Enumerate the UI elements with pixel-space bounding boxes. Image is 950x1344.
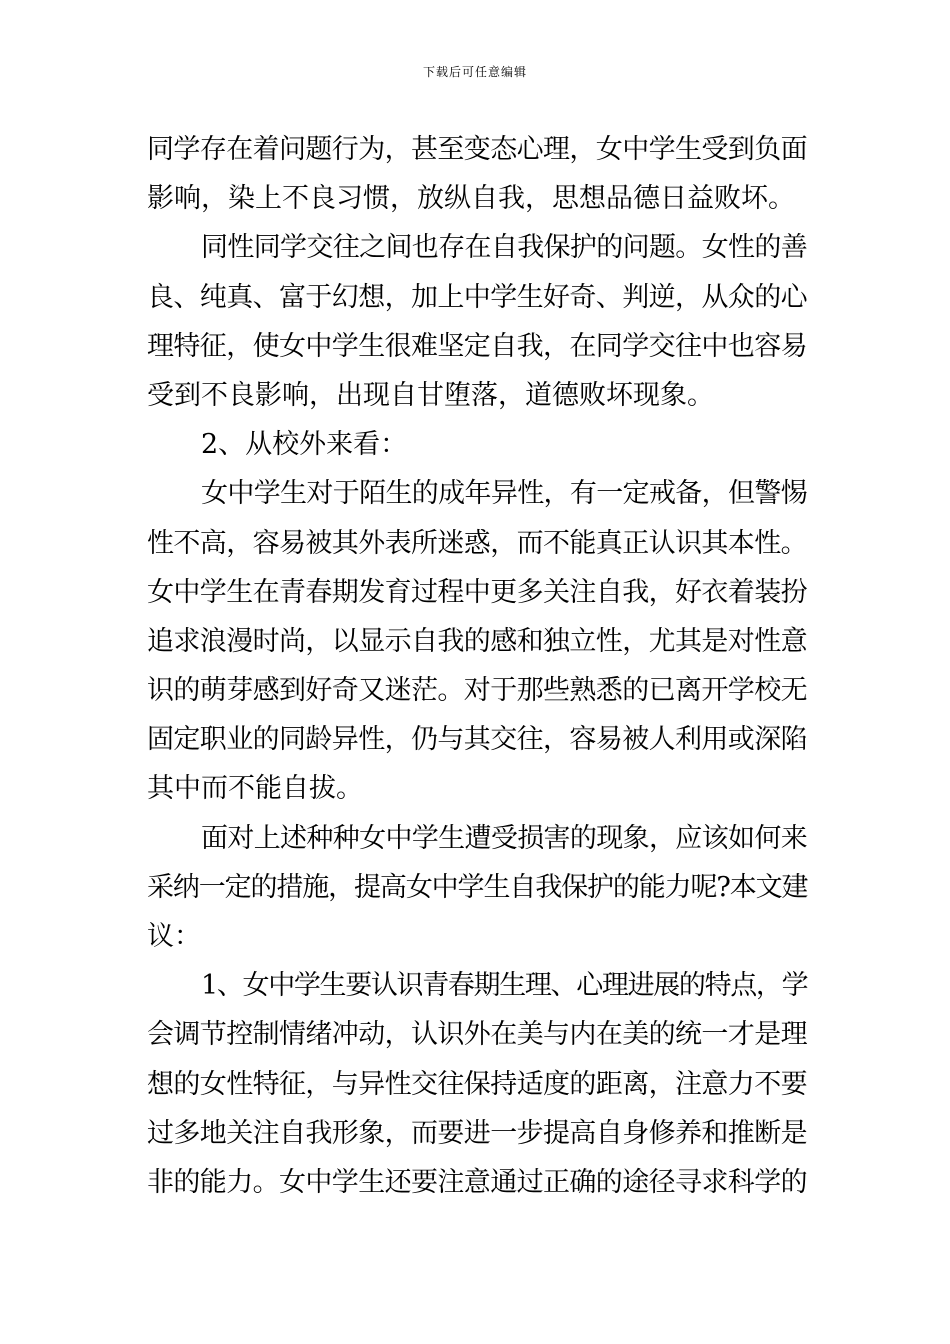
text-line: 识的萌芽感到好奇又迷茫。对于那些熟悉的已离开学校无 <box>147 675 807 707</box>
text-line: 议： <box>147 921 201 952</box>
text-line: 其中而不能自拔。 <box>147 773 363 805</box>
text-line: 面对上述种种女中学生遭受损害的现象，应该如何来 <box>201 822 808 854</box>
text-line: 采纳一定的措施，提高女中学生自我保护的能力呢?本文建 <box>147 871 808 903</box>
text-line: 同学存在着问题行为，甚至变态心理，女中学生受到负面 <box>147 134 807 165</box>
text-line: 良、纯真、富于幻想，加上中学生好奇、判逆，从众的心 <box>147 281 807 313</box>
text-line: 固定职业的同龄异性，仍与其交往，容易被人利用或深陷 <box>147 724 807 756</box>
text-line: 女中学生对于陌生的成年异性，有一定戒备，但警惕 <box>201 478 808 510</box>
text-line: 性不高，容易被其外表所迷惑，而不能真正认识其本性。 <box>147 527 807 559</box>
text-line: 理特征，使女中学生很难坚定自我，在同学交往中也容易 <box>147 330 807 362</box>
text-line: 非的能力。女中学生还要注意通过正确的途径寻求科学的 <box>147 1166 807 1198</box>
body-text <box>147 125 807 1207</box>
text-line: 同性同学交往之间也存在自我保护的问题。女性的善 <box>201 232 808 264</box>
text-line: 想的女性特征，与异性交往保持适度的距离，注意力不要 <box>147 1068 807 1100</box>
text-line: 1、女中学生要认识青春期生理、心理进展的特点，学 <box>201 970 808 1002</box>
text-line: 过多地关注自我形象，而要进一步提高自身修养和推断是 <box>147 1117 807 1149</box>
text-line: 女中学生在青春期发育过程中更多关注自我，好衣着装扮 <box>147 576 807 608</box>
page-header: 下载后可任意编辑 <box>422 65 527 79</box>
text-line: 2、从校外来看： <box>201 429 408 461</box>
text-line: 影响，染上不良习惯，放纵自我，思想品德日益败坏。 <box>147 183 795 215</box>
text-line: 追求浪漫时尚，以显示自我的感和独立性，尤其是对性意 <box>147 625 807 657</box>
text-line: 会调节控制情绪冲动，认识外在美与内在美的统一才是理 <box>147 1019 807 1051</box>
text-line: 受到不良影响，出现自甘堕落，道德败坏现象。 <box>147 379 714 411</box>
